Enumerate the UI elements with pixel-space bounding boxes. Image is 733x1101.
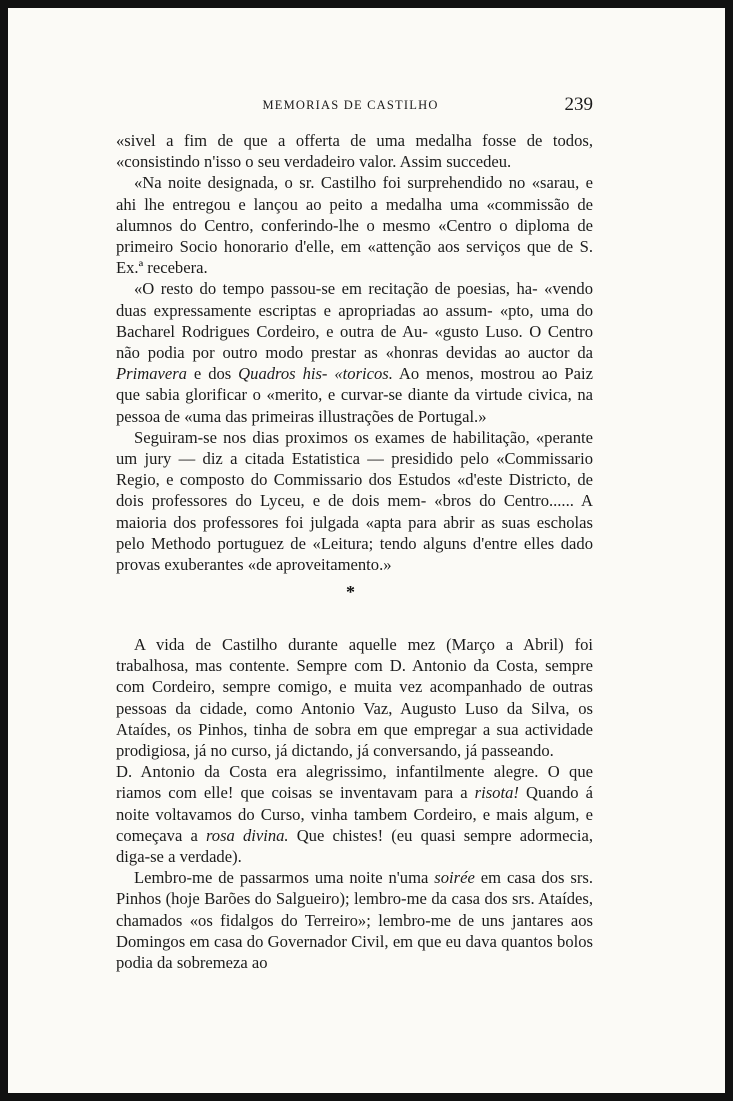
paragraph — [116, 867, 593, 973]
text-run: em casa dos srs. Pinhos (hoje Barões do Salgueiro); lembro-me da casa dos srs. Ataídes, chamados «os fidalgos do Terreiro»; lembro-me de uns jantares aos Domingos em casa do Governador Civil, em que eu dava quantos bolos podia da sobremeza ao — [116, 868, 593, 973]
text-block-top — [116, 130, 593, 575]
paragraph: Seguiram-se nos dias proximos os exames de habilitação, «perante um jury — diz a citada Estatistica — presidido pelo «Commissario Regio, e composto do Commissario dos Estudos «d'este Districto, de dois professores do Lyceu, e de dois mem- «bros do Centro...... A maioria dos professores foi julgada «apta para abrir as suas escholas pelo Methodo portuguez de «Leitura; tendo alguns d'entre elles dado provas exuberantes «de aproveitamento.» — [116, 427, 593, 575]
text-run: e dos — [186, 364, 239, 384]
paragraph: «sivel a fim de que a offerta de uma medalha fosse de todos, «consistindo n'isso o seu verdadeiro valor. Assim succedeu. — [116, 131, 593, 172]
text-run: «O resto do tempo passou-se em recitação de poesias, ha- «vendo duas expressamente escriptas e apropriadas ao assum- «pto, uma do Bacharel Rodrigues Cordeiro, e outra de Au- «gusto Luso. O Centro não podia por outro modo prestar as «honras devidas ao auctor da — [116, 279, 593, 363]
text-run: Quando á noite voltavamos do Curso, vinha tambem Cordeiro, e mais algum, e começava a — [116, 783, 593, 845]
book-page — [8, 8, 725, 1093]
page-number: 239 — [564, 94, 593, 115]
text-run: D. Antonio da Costa era alegrissimo, infantilmente alegre. O que riamos com elle! que coisas se inventavam para a — [116, 762, 593, 803]
text-run: Que chistes! (eu quasi sempre adormecia, diga-se a verdade). — [116, 825, 593, 867]
italic-title: Primavera — [116, 364, 187, 384]
italic-word: risota! — [474, 783, 519, 803]
paragraph — [116, 278, 593, 426]
italic-word: soirée — [434, 868, 475, 888]
running-title: MEMORIAS DE CASTILHO — [262, 98, 439, 112]
paragraph — [116, 761, 593, 867]
italic-word: rosa divina. — [205, 825, 289, 845]
paragraph: «Na noite designada, o sr. Castilho foi surprehendido no «sarau, e ahi lhe entregou e lançou ao peito a medalha uma «commissão de alumnos do Centro, conferindo-lhe o mesmo «Centro o diploma de primeiro Socio honorario d'elle, em «attenção aos serviços que de S. Ex.ª recebera. — [116, 173, 593, 278]
italic-title: Quadros his- «toricos. — [238, 364, 393, 384]
paragraph: A vida de Castilho durante aquelle mez (Março a Abril) foi trabalhosa, mas contente. Sempre com D. Antonio da Costa, sempre com Cordeiro, sempre comigo, e muita vez acompanhado de outras pessoas da cidade, como Antonio Vaz, Augusto Luso da Silva, os Ataídes, os Pinhos, tinha de sobra em que empregar a sua actividade prodigiosa, já no curso, já dictando, já conversando, já passeando. — [116, 635, 593, 761]
page-header — [8, 94, 725, 118]
text-block-bottom — [116, 634, 593, 973]
text-run: Lembro-me de passarmos uma noite n'uma — [134, 868, 435, 888]
section-break-asterisk: * — [346, 582, 355, 602]
text-run: Ao menos, mostrou ao Paiz que sabia glorificar o «merito, e curvar-se diante da virtude civica, na pessoa de «uma das primeiras illustrações de Portugal.» — [116, 364, 593, 426]
